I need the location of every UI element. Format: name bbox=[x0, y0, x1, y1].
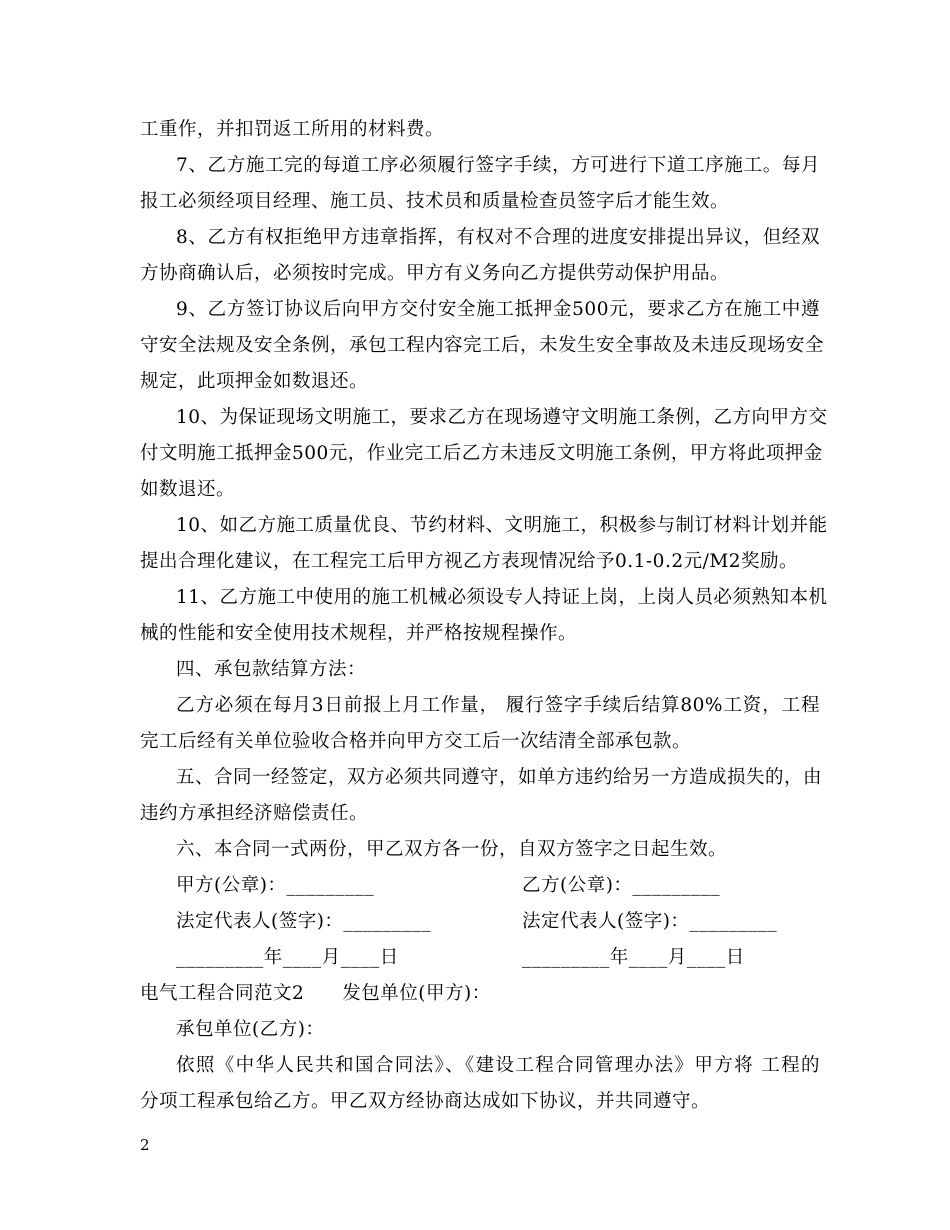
page-number: 2 bbox=[140, 1136, 150, 1154]
party-a-seal: 甲方(公章)：_________ bbox=[176, 875, 375, 896]
party-a-representative: 法定代表人(签字)：_________ bbox=[176, 911, 432, 932]
text-line: 工重作，并扣罚返工所用的材料费。 bbox=[140, 119, 445, 140]
intro-line-2: 分项工程承包给乙方。甲乙双方经协商达成如下协议，并共同遵守。 bbox=[140, 1091, 711, 1112]
second-contract-title: 电气工程合同范文2 发包单位(甲方)： bbox=[140, 983, 491, 1004]
party-a-date: _________年____月____日 bbox=[176, 947, 399, 968]
signature-row-seal bbox=[0, 874, 950, 898]
clause-8-line-2: 方协商确认后，必须按时完成。甲方有义务向乙方提供劳动保护用品。 bbox=[140, 263, 730, 284]
clause-11-line-1: 11、乙方施工中使用的施工机械必须设专人持证上岗，上岗人员必须熟知本机 bbox=[176, 587, 828, 608]
clause-7-line-1: 7、乙方施工完的每道工序必须履行签字手续，方可进行下道工序施工。每月 bbox=[176, 155, 820, 176]
clause-11-line-2: 械的性能和安全使用技术规程，并严格按规程操作。 bbox=[140, 623, 578, 644]
section-4-heading: 四、承包款结算方法： bbox=[176, 659, 367, 680]
party-b-seal: 乙方(公章)：_________ bbox=[522, 875, 721, 896]
contractor-line: 承包单位(乙方)： bbox=[176, 1019, 325, 1040]
clause-8-line-1: 8、乙方有权拒绝甲方违章指挥，有权对不合理的进度安排提出异议，但经双 bbox=[176, 227, 820, 248]
intro-line-1: 依照《中华人民共和国合同法》、《建设工程合同管理办法》甲方将 工程的 bbox=[176, 1055, 820, 1076]
section-4-line-2: 完工后经有关单位验收合格并向甲方交工后一次结清全部承包款。 bbox=[140, 731, 692, 752]
party-b-representative: 法定代表人(签字)：_________ bbox=[522, 911, 778, 932]
clause-9-line-1: 9、乙方签订协议后向甲方交付安全施工抵押金500元，要求乙方在施工中遵 bbox=[176, 299, 820, 320]
clause-9-line-2: 守安全法规及安全条例，承包工程内容完工后，未发生安全事故及未违反现场安全 bbox=[140, 335, 825, 356]
section-4-line-1: 乙方必须在每月3日前报上月工作量， 履行签字手续后结算80%工资，工程 bbox=[176, 695, 820, 716]
clause-9-line-3: 规定，此项押金如数退还。 bbox=[140, 371, 369, 392]
clause-10a-line-2: 付文明施工抵押金500元，作业完工后乙方未违反文明施工条例，甲方将此项押金 bbox=[140, 443, 823, 464]
clause-10a-line-1: 10、为保证现场文明施工，要求乙方在现场遵守文明施工条例，乙方向甲方交 bbox=[176, 407, 828, 428]
signature-row-date bbox=[0, 946, 950, 970]
section-6-line: 六、本合同一式两份，甲乙双方各一份，自双方签字之日起生效。 bbox=[176, 839, 728, 860]
clause-7-line-2: 报工必须经项目经理、施工员、技术员和质量检查员签字后才能生效。 bbox=[140, 191, 730, 212]
clause-10b-line-1: 10、如乙方施工质量优良、节约材料、文明施工，积极参与制订材料计划并能 bbox=[176, 515, 828, 536]
section-5-line-1: 五、合同一经签定，双方必须共同遵守，如单方违约给另一方造成损失的，由 bbox=[176, 767, 823, 788]
clause-10a-line-3: 如数退还。 bbox=[140, 479, 236, 500]
party-b-date: _________年____月____日 bbox=[522, 947, 745, 968]
signature-row-representative bbox=[0, 910, 950, 934]
section-5-line-2: 违约方承担经济赔偿责任。 bbox=[140, 803, 369, 824]
clause-10b-line-2: 提出合理化建议，在工程完工后甲方视乙方表现情况给予0.1-0.2元/M2奖励。 bbox=[140, 551, 799, 572]
